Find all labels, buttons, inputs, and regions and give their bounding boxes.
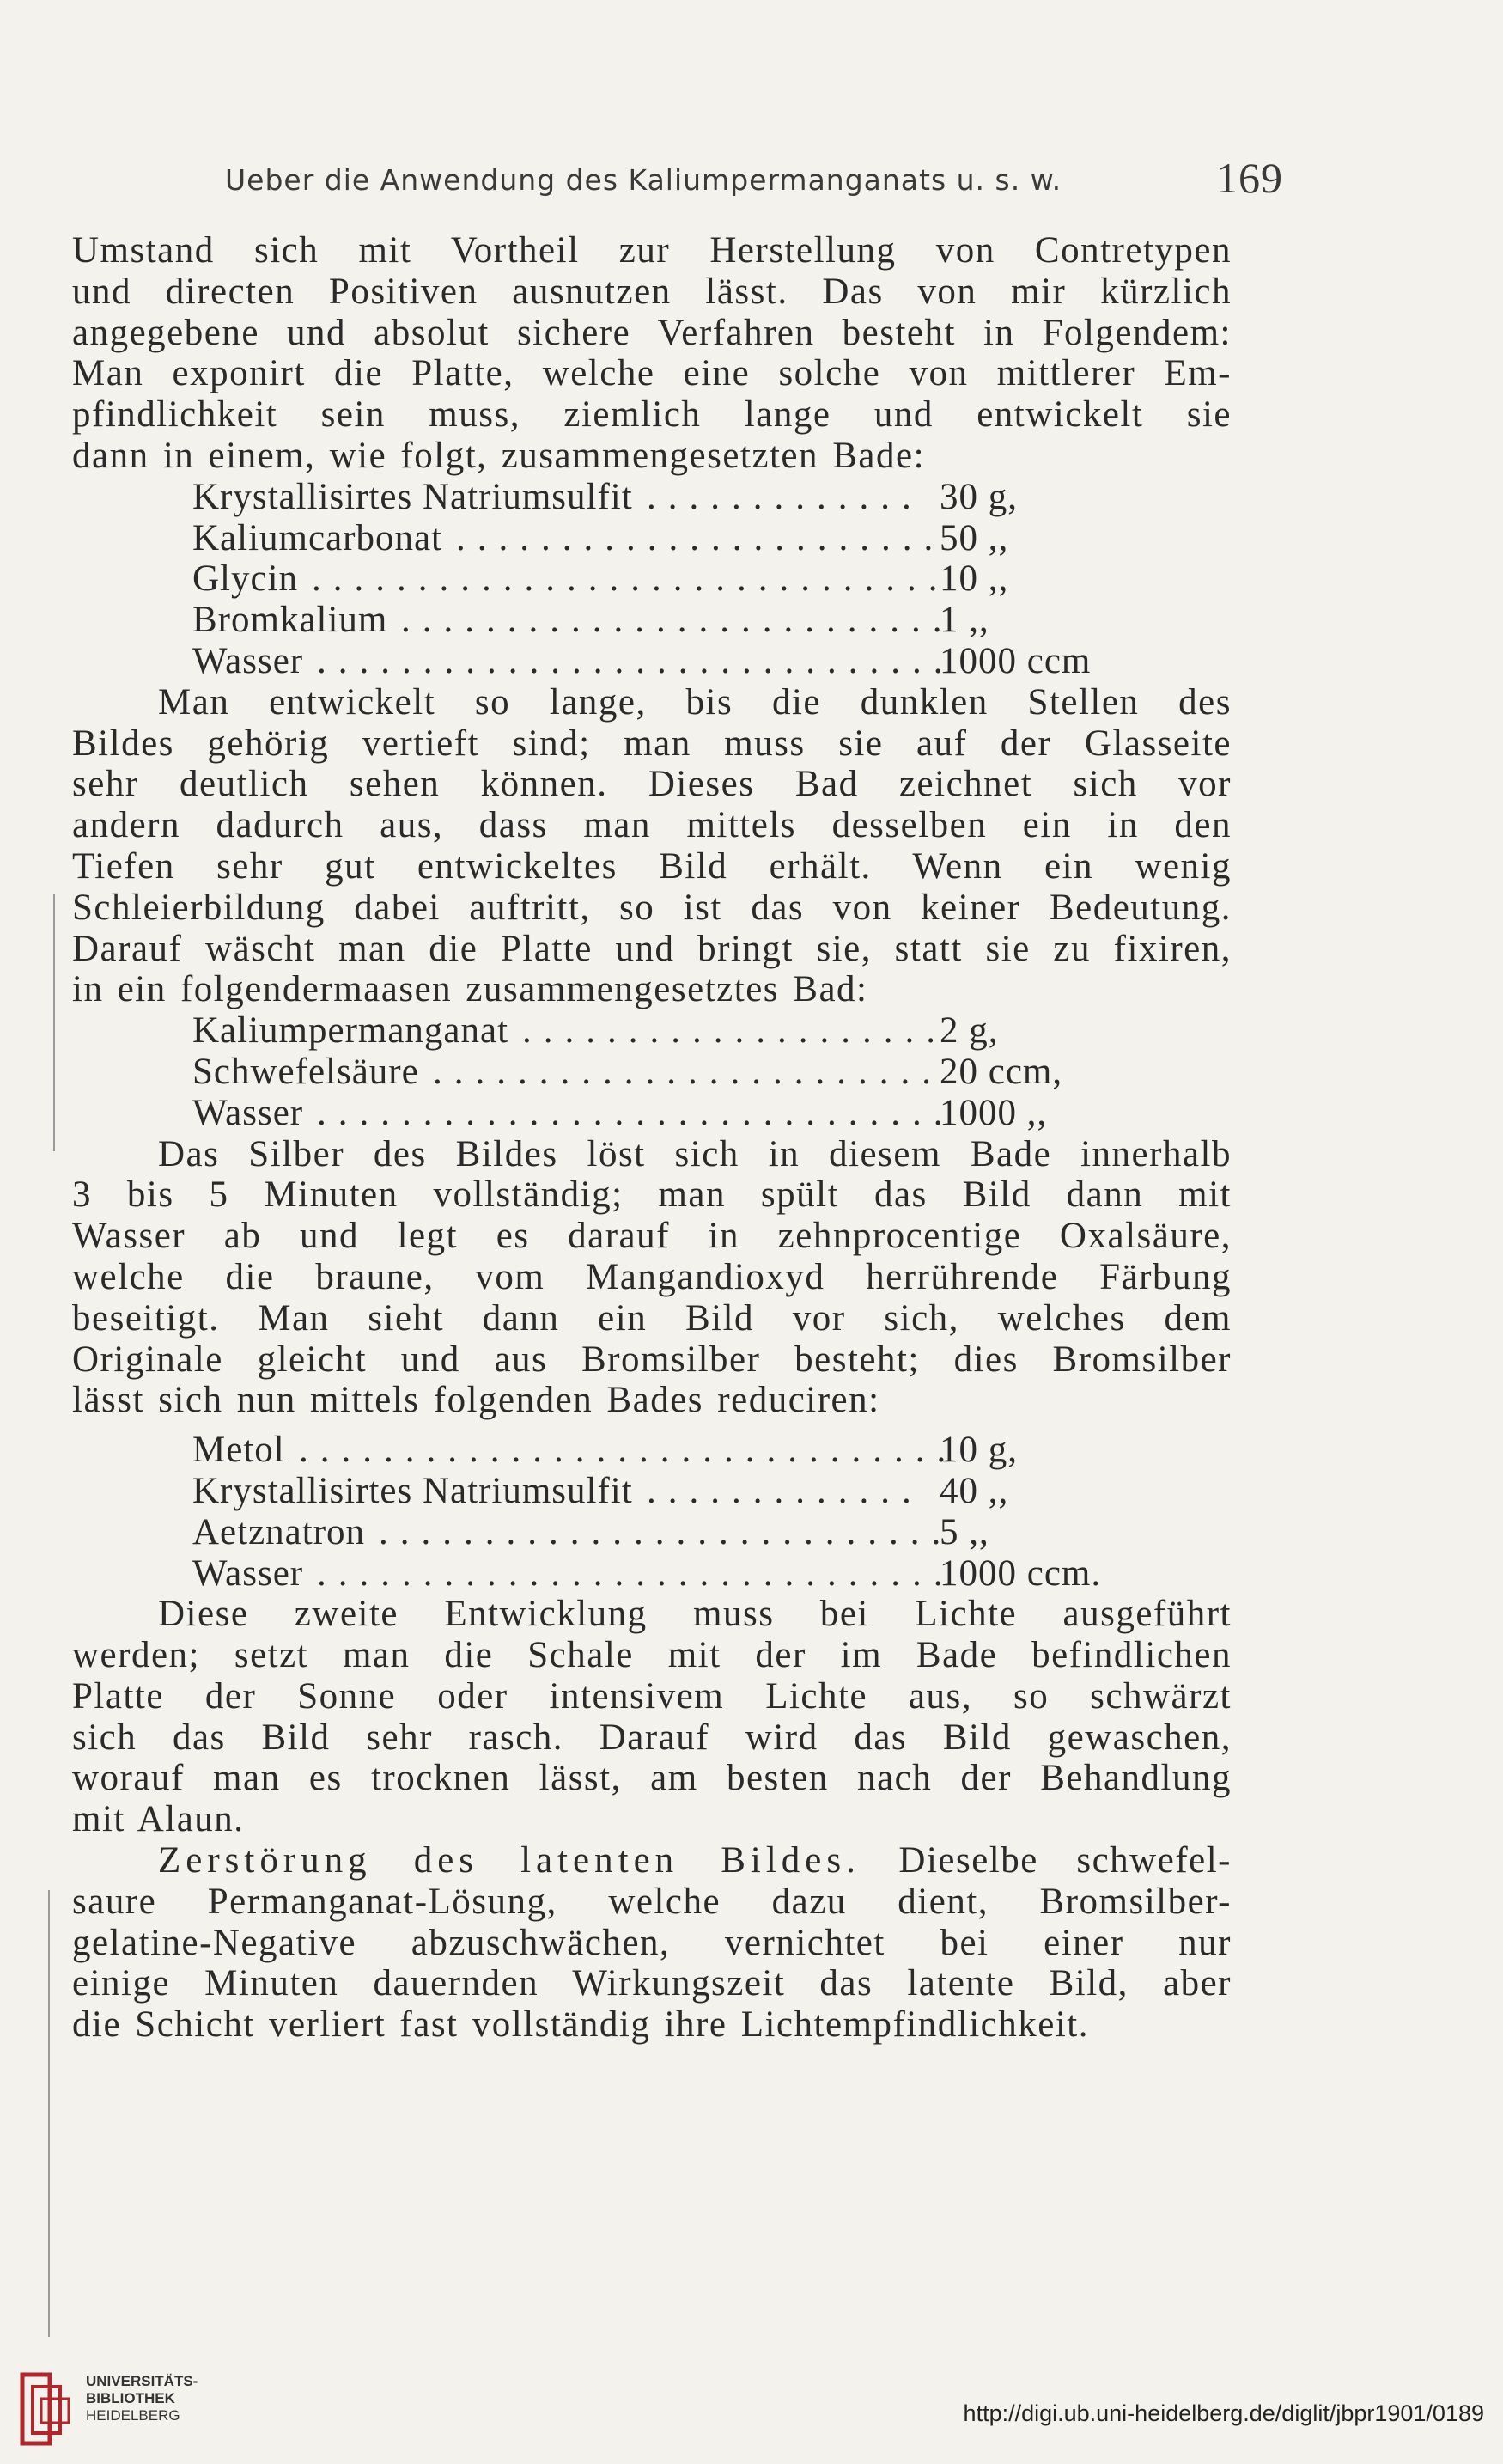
ingredient-name: Krystallisirtes Natriumsulfit <box>192 1470 633 1511</box>
paragraph-3 <box>72 1134 1232 1422</box>
dot-leader: .............................. <box>317 1092 955 1133</box>
paragraph-4 <box>72 1594 1232 1840</box>
text-line: dann in einem, wie folgt, zusammengesetzten Bade: <box>72 435 926 476</box>
ingredient-name: Glycin <box>192 558 299 600</box>
text-line: 3 bis 5 Minuten vollständig; man spült das Bild dann mit <box>72 1174 1232 1216</box>
dot-leader: ........................... <box>379 1511 953 1552</box>
dot-leader: .................... <box>522 1010 947 1052</box>
ingredient-name: Bromkalium <box>192 600 388 641</box>
library-name-line: BIBLIOTHEK <box>86 2390 175 2406</box>
text-line: Man exponirt die Platte, welche eine solche von mittlerer Em- <box>72 353 1232 394</box>
ingredient-name: Kaliumpermanganat <box>192 1010 509 1052</box>
recipe-developer-1 <box>72 477 1232 682</box>
ingredient-quantity: 5 ,, <box>940 1511 989 1552</box>
ingredient-quantity: 1000 ,, <box>940 1092 1048 1133</box>
text-line: Das Silber des Bildes löst sich in diesem Bade innerhalb <box>158 1133 1232 1174</box>
text-line: sich das Bild sehr rasch. Darauf wird das Bild gewaschen, <box>72 1717 1232 1758</box>
text-line-rest: Dieselbe schwefel- <box>898 1840 1232 1882</box>
text-line: pfindlichkeit sein muss, ziemlich lange und entwickelt sie <box>72 394 1232 436</box>
ingredient-name: Metol <box>192 1430 285 1471</box>
library-footer <box>0 2354 1503 2464</box>
ingredient-name: Wasser <box>192 640 304 681</box>
text-line: worauf man es trocknen lässt, am besten nach der Behandlung <box>72 1758 1232 1799</box>
recipe-row <box>72 600 1232 641</box>
recipe-row <box>72 1010 1232 1052</box>
scan-margin-mark <box>53 894 55 1151</box>
section-heading: Zerstörung des latenten Bildes. <box>158 1840 861 1882</box>
scan-margin-mark <box>48 1890 50 2337</box>
dot-leader: ............. <box>647 476 923 517</box>
recipe-row <box>72 558 1232 600</box>
recipe-row <box>72 1430 1232 1471</box>
text-line: mit Alaun. <box>72 1799 245 1840</box>
ingredient-quantity: 10 ,, <box>940 558 1009 600</box>
dot-leader: ........................ <box>433 1051 943 1092</box>
ingredient-quantity: 2 g, <box>940 1010 999 1052</box>
library-name-line: UNIVERSITÄTS- <box>86 2373 198 2389</box>
text-line: und directen Positiven ausnutzen lässt. Das von mir kürzlich <box>72 271 1232 312</box>
text-line: Bildes gehörig vertieft sind; man muss sie auf der Glasseite <box>72 723 1232 764</box>
text-line <box>72 1840 1232 1882</box>
text-line: andern dadurch aus, dass man mittels desselben ein in den <box>72 805 1232 846</box>
text-line: Man entwickelt so lange, bis die dunklen Stellen des <box>158 681 1232 723</box>
text-line: welche die braune, vom Mangandioxyd herrührende Färbung <box>72 1256 1232 1297</box>
dot-leader: .............................. <box>317 1552 955 1594</box>
dot-leader: ............................... <box>299 1430 958 1471</box>
running-title: Ueber die Anwendung des Kaliumpermanganats u. s. w. <box>225 163 1062 197</box>
page-number: 169 <box>1216 154 1283 202</box>
library-name <box>86 2373 198 2424</box>
text-line: lässt sich nun mittels folgenden Bades reduciren: <box>72 1380 880 1421</box>
dot-leader: .......................... <box>401 600 954 641</box>
text-line: Schleierbildung dabei auftritt, so ist das von keiner Bedeutung. <box>72 887 1232 928</box>
text-line: die Schicht verliert fast vollständig ihre Lichtempfindlichkeit. <box>72 2004 1089 2046</box>
text-line: in ein folgendermaasen zusammengesetztes Bad: <box>72 969 868 1010</box>
text-line: Diese zweite Entwicklung muss bei Lichte ausgeführt <box>158 1594 1232 1635</box>
ingredient-name: Kaliumcarbonat <box>192 517 443 558</box>
dot-leader: .............................. <box>312 558 950 600</box>
text-line: gelatine-Negative abzuschwächen, vernichtet bei einer nur <box>72 1922 1232 1963</box>
ingredient-name: Wasser <box>192 1552 304 1594</box>
text-line: Wasser ab und legt es darauf in zehnprocentige Oxalsäure, <box>72 1216 1232 1257</box>
recipe-permanganate-bath <box>72 1010 1232 1133</box>
ingredient-quantity: 1 ,, <box>940 600 989 641</box>
text-line: einige Minuten dauernden Wirkungszeit das latente Bild, aber <box>72 1963 1232 2004</box>
ingredient-name: Wasser <box>192 1092 304 1133</box>
ingredient-name: Schwefelsäure <box>192 1051 419 1092</box>
permalink-url[interactable]: http://digi.ub.uni-heidelberg.de/diglit/jbpr1901/0189 <box>963 2400 1484 2426</box>
paragraph-5 <box>72 1840 1232 2046</box>
recipe-row <box>72 477 1232 518</box>
recipe-row <box>72 1093 1232 1134</box>
library-logo-icon <box>15 2368 76 2450</box>
recipe-row <box>72 1471 1232 1512</box>
ingredient-quantity: 30 g, <box>940 476 1018 517</box>
text-line: Darauf wäscht man die Platte und bringt sie, statt sie zu fixiren, <box>72 928 1232 969</box>
dot-leader: ............. <box>647 1470 923 1511</box>
recipe-metol-developer <box>72 1430 1232 1594</box>
text-line: saure Permanganat-Lösung, welche dazu dient, Bromsilber- <box>72 1881 1232 1922</box>
ingredient-quantity: 1000 ccm. <box>940 1552 1102 1594</box>
text-line: angegebene und absolut sichere Verfahren besteht in Folgendem: <box>72 312 1232 353</box>
paragraph-1 <box>72 230 1232 477</box>
text-line: Originale gleicht und aus Bromsilber besteht; dies Bromsilber <box>72 1339 1232 1380</box>
text-line: Umstand sich mit Vortheil zur Herstellung von Contretypen <box>72 230 1232 271</box>
dot-leader: .............................. <box>317 640 955 681</box>
ingredient-name: Aetznatron <box>192 1511 366 1552</box>
page-body <box>72 230 1232 2046</box>
text-line: werden; setzt man die Schale mit der im Bade befindlichen <box>72 1635 1232 1676</box>
recipe-row <box>72 1052 1232 1093</box>
ingredient-quantity: 10 g, <box>940 1430 1018 1471</box>
text-line: Platte der Sonne oder intensivem Lichte aus, so schwärzt <box>72 1675 1232 1717</box>
library-name-line: HEIDELBERG <box>86 2407 180 2424</box>
ingredient-quantity: 1000 ccm <box>940 640 1092 681</box>
ingredient-quantity: 50 ,, <box>940 517 1009 558</box>
ingredient-quantity: 20 ccm, <box>940 1051 1063 1092</box>
recipe-row <box>72 1553 1232 1595</box>
paragraph-2 <box>72 682 1232 1010</box>
recipe-row <box>72 641 1232 682</box>
recipe-row <box>72 518 1232 559</box>
ingredient-quantity: 40 ,, <box>940 1470 1009 1511</box>
dot-leader: ....................... <box>456 517 946 558</box>
text-line: sehr deutlich sehen können. Dieses Bad zeichnet sich vor <box>72 764 1232 805</box>
text-line: Tiefen sehr gut entwickeltes Bild erhält. Wenn ein wenig <box>72 845 1232 887</box>
ingredient-name: Krystallisirtes Natriumsulfit <box>192 476 633 517</box>
text-line: beseitigt. Man sieht dann ein Bild vor sich, welches dem <box>72 1297 1232 1339</box>
recipe-row <box>72 1512 1232 1553</box>
